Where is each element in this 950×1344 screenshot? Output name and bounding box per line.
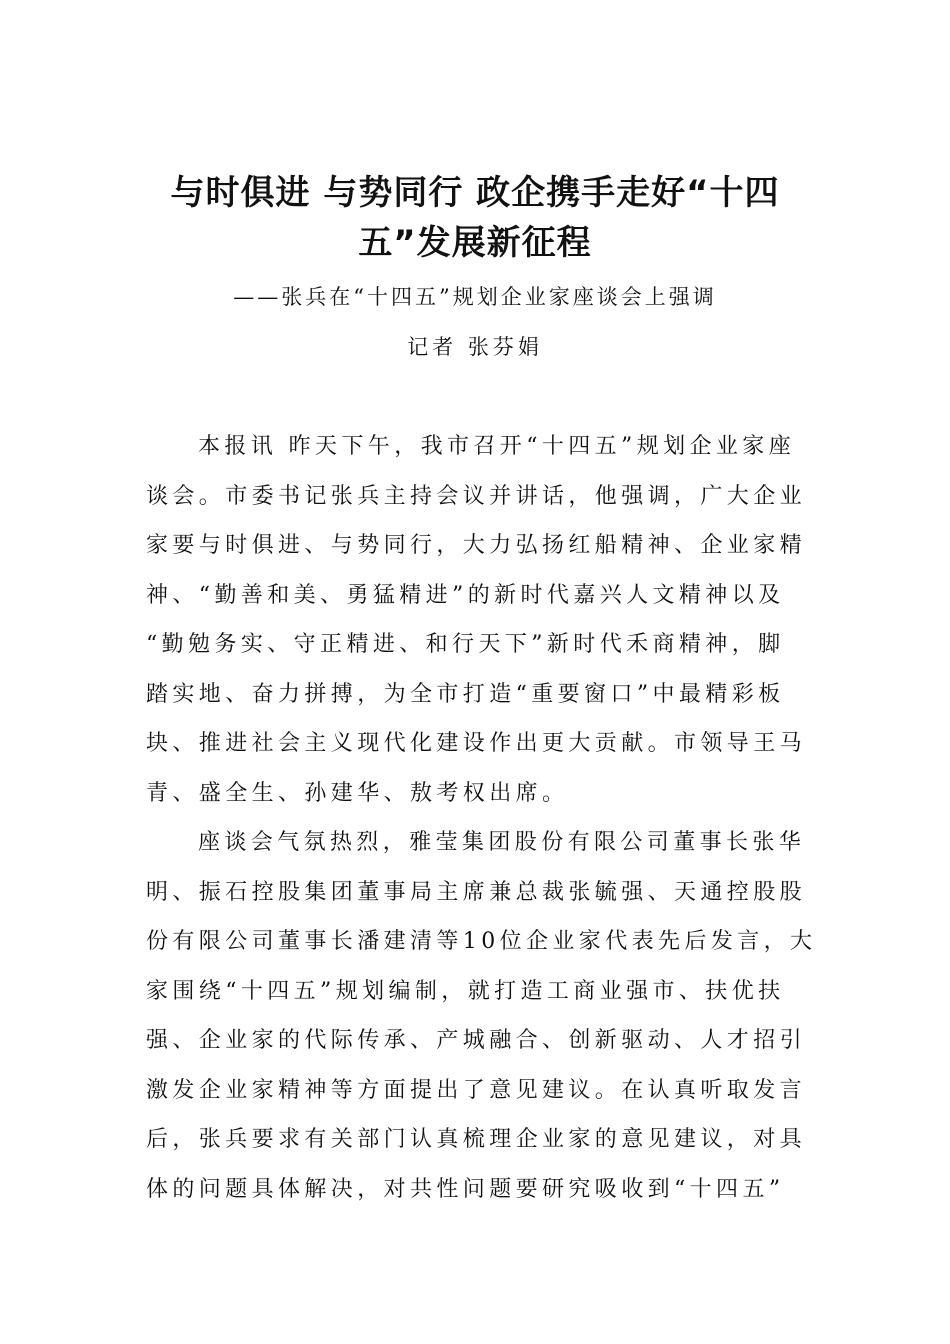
text-line: 神、“勤善和美、勇猛精进”的新时代嘉兴人文精神以及	[146, 582, 785, 608]
text-line: 青、盛全生、孙建华、敖考权出席。	[146, 780, 569, 806]
text-line: 家要与时俱进、与势同行，大力弘扬红船精神、企业家精	[146, 533, 807, 558]
text-line: 明、振石控股集团董事局主席兼总裁张毓强、天通控股股	[146, 879, 807, 905]
paragraph-1	[146, 422, 806, 818]
text-line: 块、推进社会主义现代化建设作出更大贡献。市领导王马	[146, 731, 807, 756]
text-line: 强、企业家的代际传承、产城融合、创新驱动、人才招引	[146, 1028, 807, 1053]
title-line-2: 五”发展新征程	[358, 223, 592, 263]
text-line: 激发企业家精神等方面提出了意见建议。在认真听取发言	[146, 1077, 807, 1103]
title-line-1: 与时俱进 与势同行 政企携手走好“十四	[170, 173, 780, 213]
text-line: 后，张兵要求有关部门认真梳理企业家的意见建议，对具	[146, 1127, 807, 1152]
text-line: “勤勉务实、守正精进、和行天下”新时代禾商精神，脚	[146, 632, 785, 657]
text-line: 踏实地、奋力拼搏，为全市打造“重要窗口”中最精彩板	[146, 681, 785, 707]
text-line: 家围绕“十四五”规划编制，就打造工商业强市、扶优扶	[146, 978, 785, 1004]
paragraph-2	[146, 818, 817, 1214]
text-line: 体的问题具体解决，对共性问题要研究吸收到“十四五”	[146, 1176, 785, 1202]
text-line: 座谈会气氛热烈，雅莹集团股份有限公司董事长张华	[198, 830, 806, 855]
text-line: 本报讯 昨天下午，我市召开“十四五”规划企业家座	[198, 434, 796, 459]
text-line: 谈会。市委书记张兵主持会议并讲话，他强调，广大企业	[146, 483, 807, 509]
article-body	[146, 422, 817, 1214]
text-line: 份有限公司董事长潘建清等10位企业家代表先后发言，大	[146, 929, 817, 954]
article-title	[0, 168, 950, 268]
article-byline: 记者 张芬娟	[407, 335, 543, 359]
article-subtitle: ——张兵在“十四五”规划企业家座谈会上强调	[233, 285, 717, 309]
